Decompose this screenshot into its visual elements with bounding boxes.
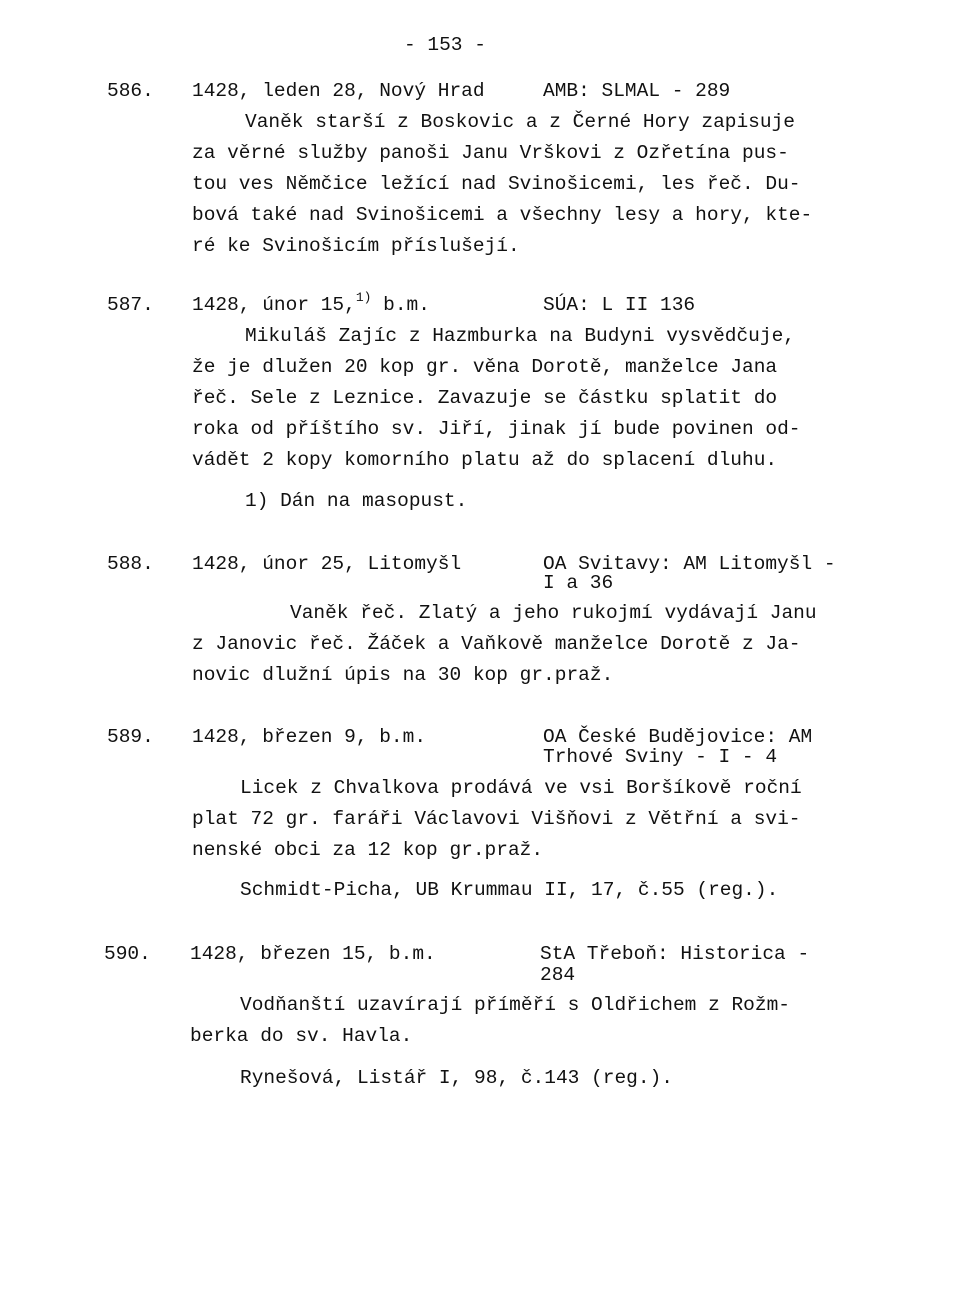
entry-number: 586. [107, 80, 154, 102]
entry-text-line: berka do sv. Havla. [190, 1025, 413, 1047]
entry-source: OA Svitavy: AM Litomyšl - [543, 553, 836, 575]
entry-text-line: Vaněk starší z Boskovic a z Černé Hory zapisuje [245, 111, 795, 133]
entry-reference: Schmidt-Picha, UB Krummau II, 17, č.55 (reg.). [240, 879, 779, 901]
entry-text-line: že je dlužen 20 kop gr. věna Dorotě, manželce Jana [192, 356, 778, 378]
entry-source: SÚA: L II 136 [543, 294, 696, 316]
entry-text-line: bová také nad Svinošicemi a všechny lesy a hory, kte- [192, 204, 813, 226]
entry-text-line: novic dlužní úpis na 30 kop gr.praž. [192, 664, 614, 686]
entry-reference: Rynešová, Listář I, 98, č.143 (reg.). [240, 1067, 673, 1089]
entry-date: 1428, únor 15, [192, 294, 356, 316]
entry-text-line: nenské obci za 12 kop gr.praž. [192, 839, 544, 861]
entry-source: OA České Budějovice: AM [543, 726, 813, 748]
entry-text-line: za věrné služby panoši Janu Vrškovi z Ozřetína pus- [192, 142, 789, 164]
entry-source: StA Třeboň: Historica - [540, 943, 810, 965]
entry-source-continued: Trhové Sviny - I - 4 [543, 746, 778, 768]
entry-number: 589. [107, 726, 154, 748]
footnote: 1) Dán na masopust. [245, 490, 468, 512]
entry-date-place: 1428, březen 9, b.m. [192, 726, 427, 748]
entry-text-line: roka od příštího sv. Jiří, jinak jí bude povinen od- [192, 418, 801, 440]
entry-source-continued: 284 [540, 964, 576, 986]
entry-text-line: Mikuláš Zajíc z Hazmburka na Budyni vysvědčuje, [245, 325, 795, 347]
page-number: - 153 - [404, 34, 486, 56]
entry-date-place [192, 290, 430, 322]
entry-text-line: tou ves Němčice ležící nad Svinošicemi, les řeč. Du- [192, 173, 801, 195]
entry-source-continued: I a 36 [543, 572, 614, 594]
entry-text-line: Licek z Chvalkova prodává ve vsi Boršíkově roční [240, 777, 802, 799]
entry-source: AMB: SLMAL - 289 [543, 80, 731, 102]
entry-number: 590. [104, 943, 151, 965]
entry-text-line: ré ke Svinošicím příslušejí. [192, 235, 520, 257]
entry-text-line: Vaněk řeč. Zlatý a jeho rukojmí vydávají Janu [290, 602, 817, 624]
footnote-marker: 1) [355, 290, 372, 305]
entry-text-line: Vodňanští uzavírají příměří s Oldřichem z Rožm- [240, 994, 790, 1016]
entry-date-place: 1428, leden 28, Nový Hrad [192, 80, 485, 102]
entry-place: b.m. [371, 294, 430, 316]
entry-number: 588. [107, 553, 154, 575]
entry-number: 587. [107, 294, 154, 316]
entry-text-line: plat 72 gr. faráři Václavovi Višňovi z Větřní a svi- [192, 808, 801, 830]
entry-text-line: vádět 2 kopy komorního platu až do splacení dluhu. [192, 449, 778, 471]
entry-text-line: z Janovic řeč. Žáček a Vaňkově manželce Dorotě z Ja- [192, 633, 801, 655]
entry-date-place: 1428, únor 25, Litomyšl [192, 553, 462, 575]
entry-text-line: řeč. Sele z Leznice. Zavazuje se částku splatit do [192, 387, 778, 409]
entry-date-place: 1428, březen 15, b.m. [190, 943, 436, 965]
